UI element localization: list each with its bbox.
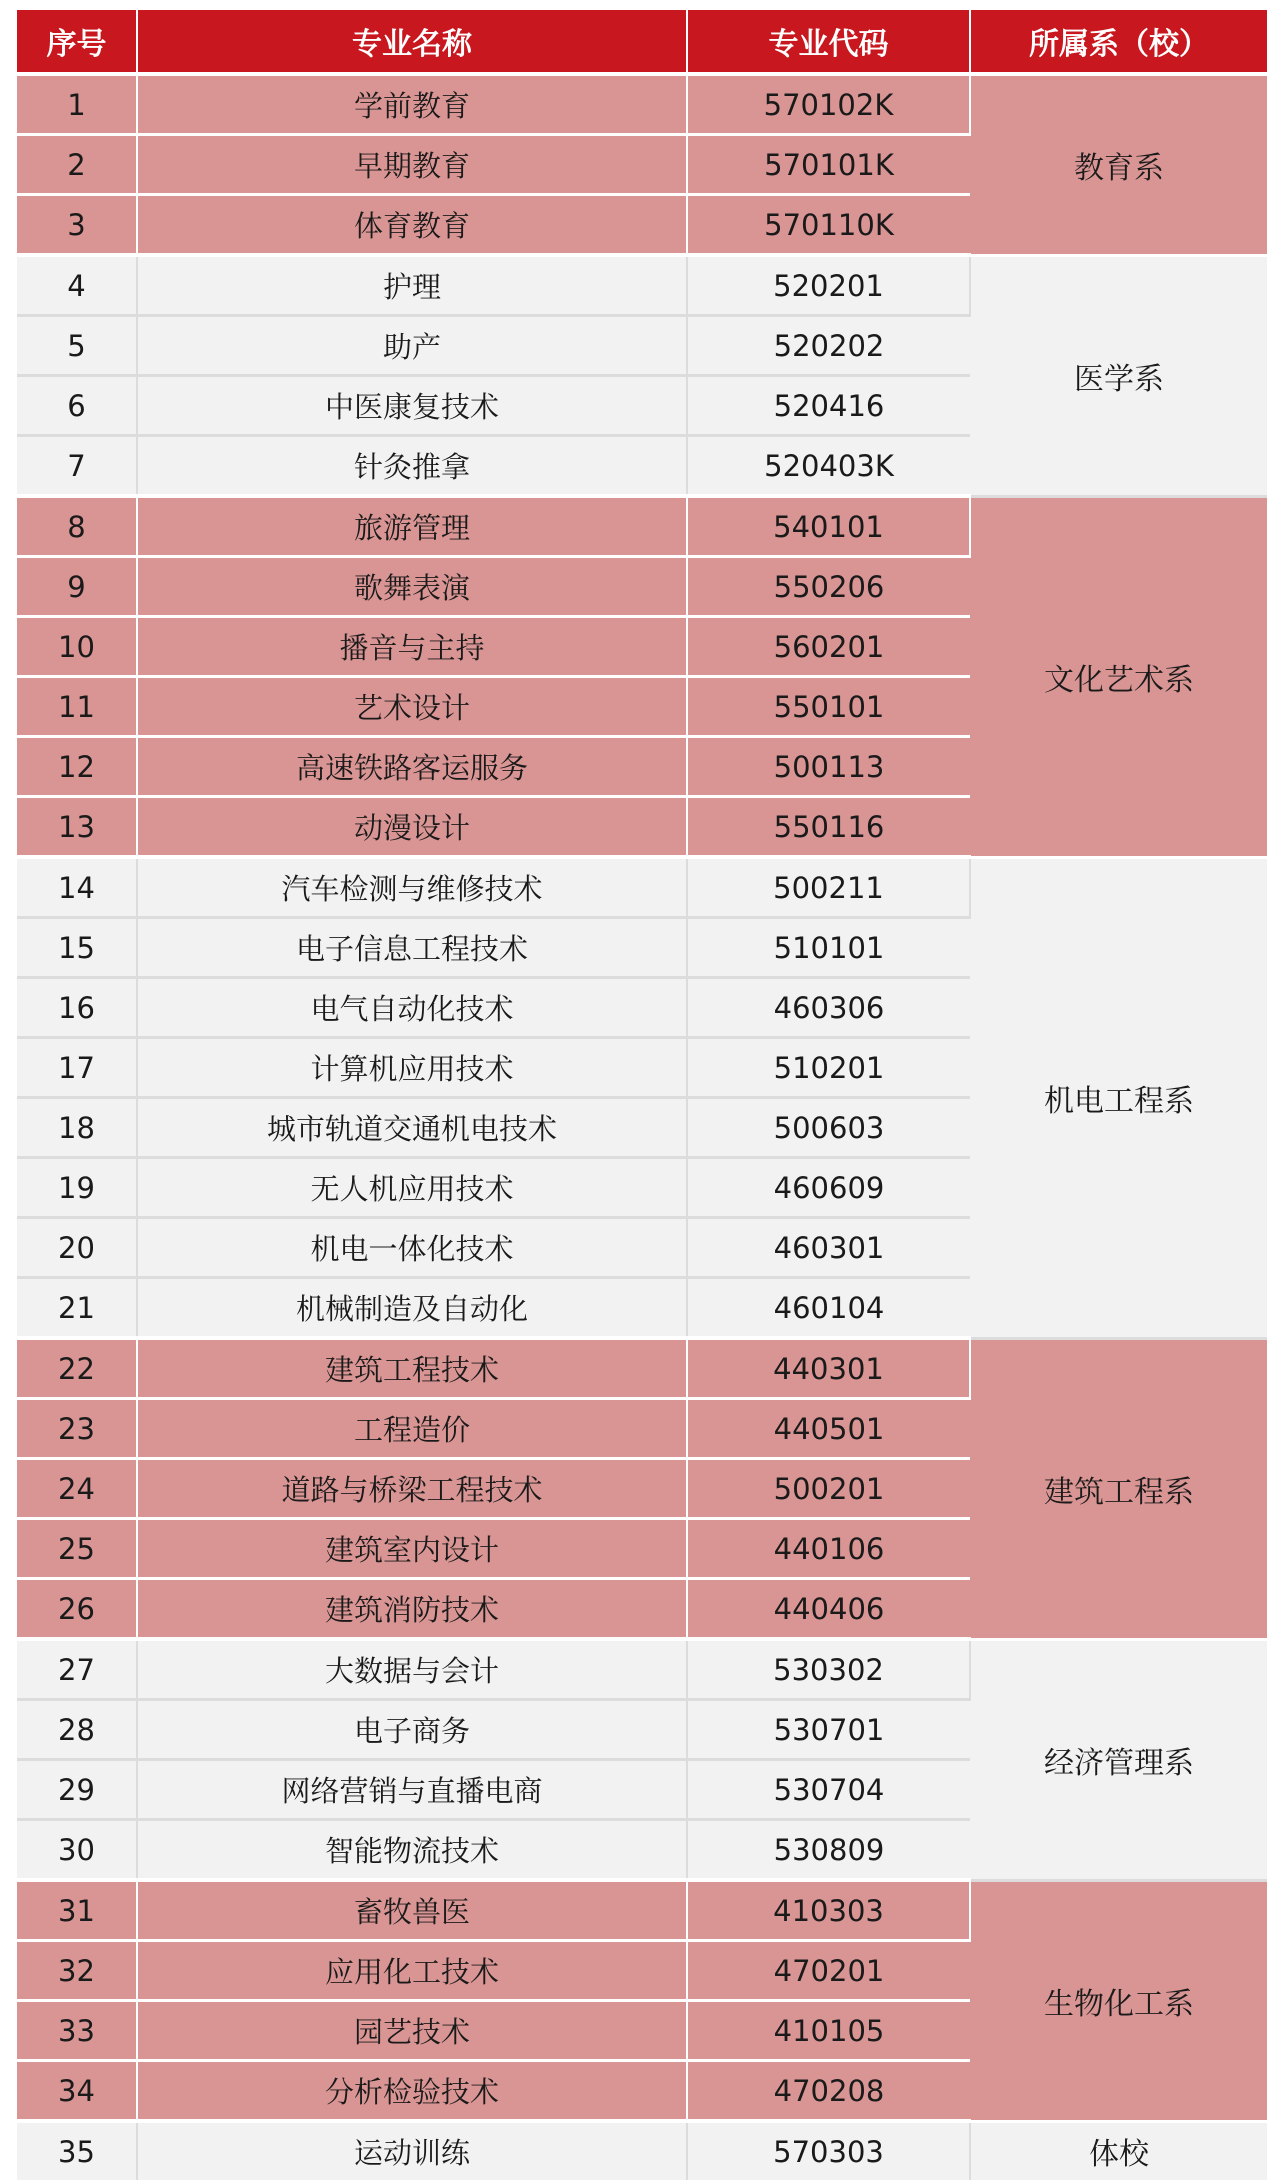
row-number: 14 <box>17 857 137 918</box>
major-name: 工程造价 <box>137 1399 687 1459</box>
major-name: 电子信息工程技术 <box>137 918 687 978</box>
row-number: 26 <box>17 1579 137 1640</box>
row-number: 16 <box>17 978 137 1038</box>
department-cell: 文化艺术系 <box>970 496 1267 857</box>
major-code: 440501 <box>687 1399 970 1459</box>
department-cell: 体校 <box>970 2121 1267 2182</box>
table-row <box>17 496 1267 557</box>
table-row <box>17 1880 1267 1941</box>
major-code: 440301 <box>687 1338 970 1399</box>
major-code: 570303 <box>687 2121 970 2182</box>
header-major-code: 专业代码 <box>687 10 970 74</box>
row-number: 24 <box>17 1459 137 1519</box>
major-name: 大数据与会计 <box>137 1639 687 1700</box>
major-code: 530701 <box>687 1700 970 1760</box>
major-code: 540101 <box>687 496 970 557</box>
major-name: 针灸推拿 <box>137 436 687 497</box>
major-name: 分析检验技术 <box>137 2061 687 2122</box>
major-name: 网络营销与直播电商 <box>137 1760 687 1820</box>
major-code: 440106 <box>687 1519 970 1579</box>
major-name: 机电一体化技术 <box>137 1218 687 1278</box>
row-number: 3 <box>17 195 137 256</box>
major-name: 歌舞表演 <box>137 557 687 617</box>
row-number: 20 <box>17 1218 137 1278</box>
major-name: 学前教育 <box>137 74 687 135</box>
major-name: 旅游管理 <box>137 496 687 557</box>
major-name: 汽车检测与维修技术 <box>137 857 687 918</box>
major-code: 560201 <box>687 617 970 677</box>
major-code: 530809 <box>687 1820 970 1881</box>
major-code: 550116 <box>687 797 970 858</box>
row-number: 29 <box>17 1760 137 1820</box>
major-code: 570110K <box>687 195 970 256</box>
major-code: 520201 <box>687 255 970 316</box>
row-number: 13 <box>17 797 137 858</box>
row-number: 9 <box>17 557 137 617</box>
row-number: 34 <box>17 2061 137 2122</box>
row-number: 1 <box>17 74 137 135</box>
department-cell: 机电工程系 <box>970 857 1267 1338</box>
major-code: 530704 <box>687 1760 970 1820</box>
table-row <box>17 1639 1267 1700</box>
major-table-container <box>17 10 1267 2184</box>
table-row <box>17 1338 1267 1399</box>
major-code: 500201 <box>687 1459 970 1519</box>
major-name: 助产 <box>137 316 687 376</box>
major-code: 570102K <box>687 74 970 135</box>
header-row <box>17 10 1267 74</box>
row-number: 23 <box>17 1399 137 1459</box>
row-number: 15 <box>17 918 137 978</box>
row-number: 35 <box>17 2121 137 2182</box>
major-code: 550206 <box>687 557 970 617</box>
row-number: 28 <box>17 1700 137 1760</box>
row-number: 10 <box>17 617 137 677</box>
row-number: 32 <box>17 1941 137 2001</box>
table-body <box>17 74 1267 2182</box>
department-cell: 建筑工程系 <box>970 1338 1267 1639</box>
major-name: 中医康复技术 <box>137 376 687 436</box>
major-name: 电子商务 <box>137 1700 687 1760</box>
row-number: 33 <box>17 2001 137 2061</box>
table-row <box>17 74 1267 135</box>
major-name: 运动训练 <box>137 2121 687 2182</box>
major-name: 城市轨道交通机电技术 <box>137 1098 687 1158</box>
major-code: 520403K <box>687 436 970 497</box>
header-number: 序号 <box>17 10 137 74</box>
major-code: 570101K <box>687 135 970 195</box>
major-name: 建筑消防技术 <box>137 1579 687 1640</box>
major-code: 530302 <box>687 1639 970 1700</box>
table-row <box>17 2121 1267 2182</box>
major-code: 500113 <box>687 737 970 797</box>
row-number: 21 <box>17 1278 137 1339</box>
major-name: 应用化工技术 <box>137 1941 687 2001</box>
row-number: 17 <box>17 1038 137 1098</box>
major-name: 建筑室内设计 <box>137 1519 687 1579</box>
row-number: 4 <box>17 255 137 316</box>
major-code: 460301 <box>687 1218 970 1278</box>
header-major-name: 专业名称 <box>137 10 687 74</box>
major-code: 520202 <box>687 316 970 376</box>
major-name: 无人机应用技术 <box>137 1158 687 1218</box>
row-number: 31 <box>17 1880 137 1941</box>
row-number: 27 <box>17 1639 137 1700</box>
major-name: 早期教育 <box>137 135 687 195</box>
row-number: 8 <box>17 496 137 557</box>
table-row <box>17 857 1267 918</box>
department-cell: 生物化工系 <box>970 1880 1267 2121</box>
major-code: 550101 <box>687 677 970 737</box>
row-number: 25 <box>17 1519 137 1579</box>
major-code: 500211 <box>687 857 970 918</box>
major-code: 520416 <box>687 376 970 436</box>
major-code: 440406 <box>687 1579 970 1640</box>
table-row <box>17 255 1267 316</box>
row-number: 12 <box>17 737 137 797</box>
major-code: 470208 <box>687 2061 970 2122</box>
department-cell: 教育系 <box>970 74 1267 255</box>
major-name: 建筑工程技术 <box>137 1338 687 1399</box>
major-name: 道路与桥梁工程技术 <box>137 1459 687 1519</box>
major-code: 410105 <box>687 2001 970 2061</box>
row-number: 6 <box>17 376 137 436</box>
row-number: 30 <box>17 1820 137 1881</box>
major-name: 电气自动化技术 <box>137 978 687 1038</box>
major-name: 计算机应用技术 <box>137 1038 687 1098</box>
major-name: 动漫设计 <box>137 797 687 858</box>
row-number: 5 <box>17 316 137 376</box>
major-table <box>17 10 1267 2184</box>
major-name: 机械制造及自动化 <box>137 1278 687 1339</box>
major-name: 护理 <box>137 255 687 316</box>
major-code: 460306 <box>687 978 970 1038</box>
major-name: 智能物流技术 <box>137 1820 687 1881</box>
department-cell: 经济管理系 <box>970 1639 1267 1880</box>
major-code: 460104 <box>687 1278 970 1339</box>
table-header <box>17 10 1267 74</box>
major-code: 410303 <box>687 1880 970 1941</box>
major-code: 470201 <box>687 1941 970 2001</box>
major-name: 园艺技术 <box>137 2001 687 2061</box>
major-code: 500603 <box>687 1098 970 1158</box>
row-number: 19 <box>17 1158 137 1218</box>
major-name: 高速铁路客运服务 <box>137 737 687 797</box>
major-code: 510201 <box>687 1038 970 1098</box>
major-name: 艺术设计 <box>137 677 687 737</box>
row-number: 11 <box>17 677 137 737</box>
major-code: 510101 <box>687 918 970 978</box>
major-code: 460609 <box>687 1158 970 1218</box>
row-number: 7 <box>17 436 137 497</box>
department-cell: 医学系 <box>970 255 1267 496</box>
row-number: 18 <box>17 1098 137 1158</box>
major-name: 播音与主持 <box>137 617 687 677</box>
row-number: 2 <box>17 135 137 195</box>
row-number: 22 <box>17 1338 137 1399</box>
header-department: 所属系（校） <box>970 10 1267 74</box>
major-name: 体育教育 <box>137 195 687 256</box>
major-name: 畜牧兽医 <box>137 1880 687 1941</box>
